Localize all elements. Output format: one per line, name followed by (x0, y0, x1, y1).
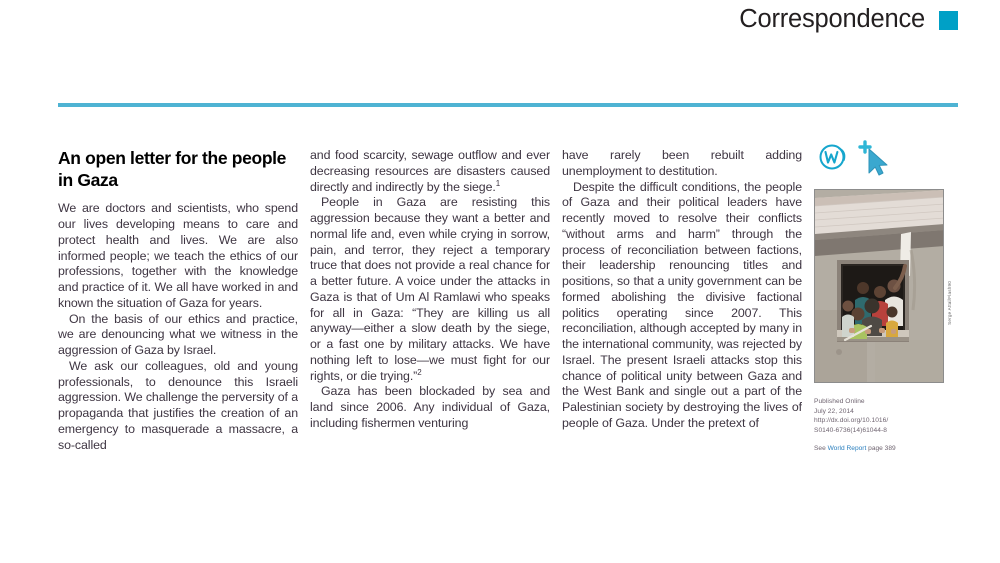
paragraph: On the basis of our ethics and practice, we are denouncing what we witness in the aggression of Gaza by Israel. (58, 311, 298, 358)
doi-url-line-2[interactable]: S0140-6736(14)61044-8 (814, 426, 887, 434)
section-marker-square-icon (939, 11, 958, 30)
article-column-1 (58, 148, 298, 563)
circled-w-icon[interactable] (818, 142, 848, 172)
figure-photo[interactable] (814, 189, 944, 383)
photo-credit: Serge Attal/Flash90 (947, 281, 952, 325)
paragraph (310, 195, 550, 384)
paragraph (310, 148, 550, 195)
paragraph-text: and food scarcity, sewage outflow and ever decreasing resources are disasters caused directly and indirectly by the siege. (310, 148, 550, 194)
paragraph: We are doctors and scientists, who spend our lives developing means to care and protect health and lives. We are also informed people; we teach the ethics of our professions, together with the knowledge and practice of it. We all have worked in and known the situation of Gaza for years. (58, 201, 298, 310)
page-title: Correspondence (739, 5, 925, 34)
paragraph: Gaza has been blockaded by sea and land since 2006. Any individual of Gaza, including fishermen venturing (310, 384, 550, 430)
article-headline: An open letter for the people in Gaza (58, 148, 287, 190)
doi-url-line-1[interactable]: http://dx.doi.org/10.1016/ (814, 417, 889, 425)
zoom-in-cursor-icon[interactable] (856, 140, 890, 180)
reference-marker[interactable]: 1 (495, 178, 501, 188)
paragraph: Despite the difficult conditions, the people of Gaza and their political leaders have recently moved to resolve their conflicts “without arms and harm” through the process of reconciliation between factions, their leadership renouncing titles and positions, so that a unity government can be formed abolishing the divisive factional politics operating since 2007. This reconciliation, although accepted by many in the international community, was rejected by Israel. The present Israeli attacks stop this chance of political unity between Gaza and the West Bank and single out a part of the Palestinian society by destroying the lives of people of Gaza. Under the pretext of (562, 179, 802, 430)
paragraph: have rarely been rebuilt adding unemployment to destitution. (562, 148, 802, 178)
article-column-3 (562, 148, 802, 563)
world-report-link[interactable]: World Report (827, 445, 867, 453)
publication-metadata (814, 397, 954, 435)
article-column-2 (310, 148, 550, 563)
figure (814, 189, 956, 383)
reference-marker[interactable]: 2 (417, 367, 422, 377)
see-prefix: See (814, 445, 826, 453)
paragraph: We ask our colleagues, old and young professionals, to denounce this Israeli aggression. We challenge the perversity of a propaganda that justifies the creation of an emergency to masquerade a massacre, a so-called (58, 358, 298, 452)
see-page: page 389 (868, 445, 896, 453)
published-date: July 22, 2014 (814, 407, 854, 415)
masthead (0, 0, 1000, 40)
right-rail (814, 140, 964, 454)
paragraph-text: People in Gaza are resisting this aggression because they want a better and normal life and, even while crying in sorrow, pain, and terror, they reject a temporary truce that does not provide a real chance for a better future. A voice under the attacks in Gaza is that of Um Al Ramlawi who speaks for all in Gaza: “They are killing us all anyway—either a slow death by the siege, or a fast one by military attacks. We have nothing left to lose—we must fight for our rights, or die trying.” (310, 195, 550, 383)
header-divider (58, 103, 958, 107)
rail-icon-group (814, 140, 964, 185)
cross-reference (814, 444, 964, 454)
published-online-label: Published Online (814, 398, 865, 405)
